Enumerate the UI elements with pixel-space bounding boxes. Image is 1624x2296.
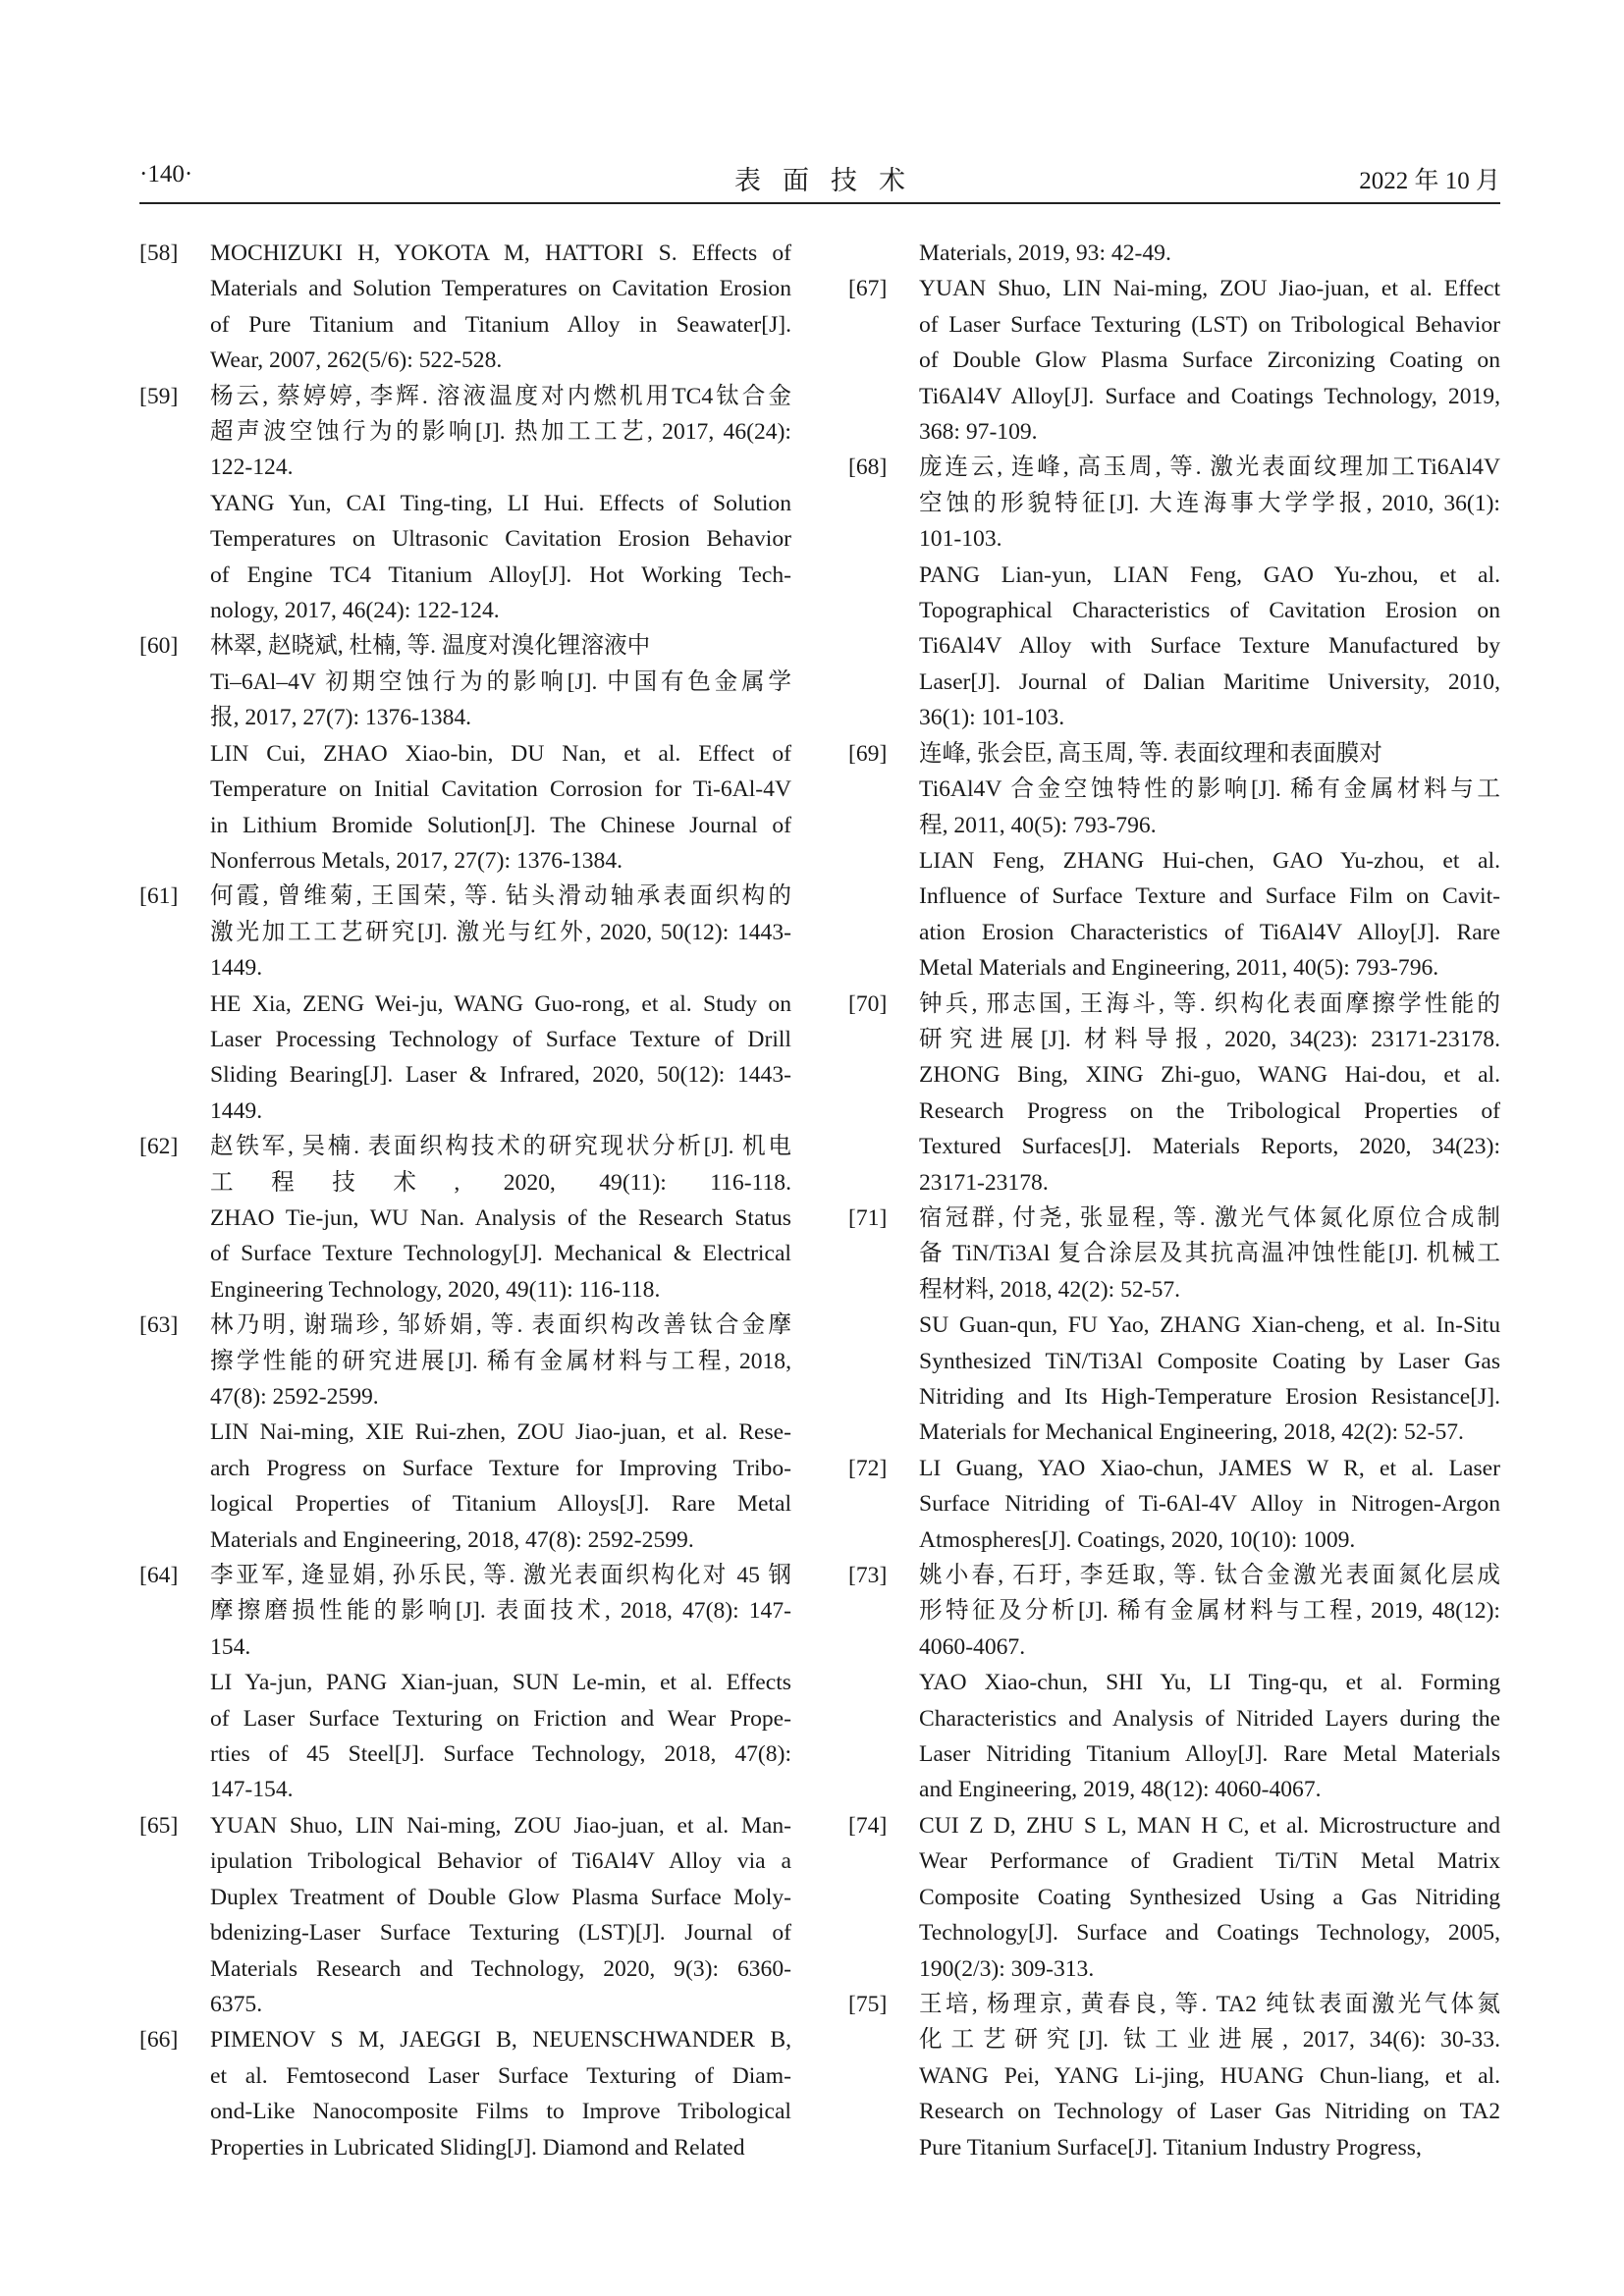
reference-line: 超声波空蚀行为的影响[J]. 热加工工艺, 2017, 46(24): [210,419,791,446]
reference-entry [139,1308,791,1558]
reference-line: WANG Pei, YANG Li-jing, HUANG Chun-liang, et al. [919,2062,1500,2089]
reference-number: [75] [848,1991,888,2017]
reference-line: Ti6Al4V Alloy[J]. Surface and Coatings Technology, 2019, [919,383,1500,409]
reference-line: Materials, 2019, 93: 42-49. [919,240,1171,266]
reference-line: 6375. [210,1991,263,2017]
reference-line: nology, 2017, 46(24): 122-124. [210,598,500,624]
reference-entry [848,450,1500,735]
reference-line: Topographical Characteristics of Cavitation Erosion on [919,598,1500,624]
reference-line: of Surface Texture Technology[J]. Mechanical & Electrical [210,1241,791,1267]
reference-line: MOCHIZUKI H, YOKOTA M, HATTORI S. Effects of [210,240,791,266]
reference-number: [69] [848,740,888,767]
reference-number: [72] [848,1455,888,1481]
reference-line: ation Erosion Characteristics of Ti6Al4V Alloy[J]. Rare [919,919,1500,945]
reference-line: YANG Yun, CAI Ting-ting, LI Hui. Effects of Solution [210,490,791,516]
reference-line: YUAN Shuo, LIN Nai-ming, ZOU Jiao-juan, et al. Man- [210,1812,791,1839]
reference-entry [139,236,791,379]
reference-line: and Engineering, 2019, 48(12): 4060-4067. [919,1777,1322,1803]
reference-line: 形特征及分析[J]. 稀有金属材料与工程, 2019, 48(12): [919,1598,1500,1625]
right-column [848,236,1500,2165]
reference-line: Properties in Lubricated Sliding[J]. Diamond and Related [210,2134,745,2161]
reference-line: of Laser Surface Texturing (LST) on Tribological Behavior [919,311,1500,338]
reference-line: Surface Nitriding of Ti-6Al-4V Alloy in Nitrogen-Argon [919,1491,1500,1518]
reference-line: 36(1): 101-103. [919,705,1065,731]
reference-line: 190(2/3): 309-313. [919,1955,1095,1982]
reference-number: [73] [848,1563,888,1589]
reference-line: of Engine TC4 Titanium Alloy[J]. Hot Working Tech- [210,561,791,588]
reference-line: 赵铁军, 吴楠. 表面织构技术的研究现状分析[J]. 机电 [210,1134,791,1160]
reference-line: 154. [210,1633,251,1660]
reference-number: [58] [139,240,179,266]
reference-number: [70] [848,990,888,1017]
reference-line: of Laser Surface Texturing on Friction and Wear Prope- [210,1705,791,1732]
reference-line: 研究进展[J]. 材料导报, 2020, 34(23): 23171-23178. [919,1026,1500,1052]
reference-line: Research on Technology of Laser Gas Nitriding on TA2 [919,2099,1500,2125]
reference-line: SU Guan-qun, FU Yao, ZHANG Xian-cheng, et al. In-Situ [919,1312,1500,1339]
reference-number: [64] [139,1563,179,1589]
reference-entry [139,1558,791,1808]
reference-line: 钟兵, 邢志国, 王海斗, 等. 织构化表面摩擦学性能的 [919,990,1500,1017]
reference-line: Nonferrous Metals, 2017, 27(7): 1376-1384. [210,847,623,874]
reference-line: 101-103. [919,526,1002,553]
header-rule [139,202,1500,204]
reference-line: 368: 97-109. [919,419,1038,446]
reference-line: logical Properties of Titanium Alloys[J]. Rare Metal [210,1491,791,1518]
reference-line: of Pure Titanium and Titanium Alloy in Seawater[J]. [210,311,791,338]
reference-line: Nitriding and Its High-Temperature Erosion Resistance[J]. [919,1384,1500,1410]
reference-line: 1449. [210,1097,263,1124]
reference-number: [71] [848,1204,888,1231]
reference-line: ond-Like Nanocomposite Films to Improve Tribological [210,2099,791,2125]
reference-line: Laser Processing Technology of Surface Texture of Drill [210,1026,791,1052]
reference-line: 连峰, 张会臣, 高玉周, 等. 表面纹理和表面膜对 [919,740,1382,767]
reference-line: 擦学性能的研究进展[J]. 稀有金属材料与工程, 2018, [210,1348,791,1374]
reference-line: Sliding Bearing[J]. Laser & Infrared, 2020, 50(12): 1443- [210,1062,791,1089]
reference-line: 4060-4067. [919,1633,1026,1660]
reference-line: Research Progress on the Tribological Properties of [919,1097,1500,1124]
left-column [139,236,791,2165]
reference-number: [63] [139,1312,179,1339]
reference-line: Materials for Mechanical Engineering, 2018, 42(2): 52-57. [919,1419,1464,1446]
reference-line: Ti6Al4V Alloy with Surface Texture Manufactured by [919,633,1500,660]
reference-line: Technology[J]. Surface and Coatings Technology, 2005, [919,1920,1500,1947]
reference-line: Atmospheres[J]. Coatings, 2020, 10(10): 1009. [919,1526,1356,1553]
reference-number: [66] [139,2027,179,2054]
reference-line: 何霞, 曾维菊, 王国荣, 等. 钻头滑动轴承表面织构的 [210,883,791,910]
reference-line: Characteristics and Analysis of Nitrided Layers during the [919,1705,1500,1732]
reference-number: [65] [139,1812,179,1839]
reference-line: 147-154. [210,1777,294,1803]
reference-number: [74] [848,1812,888,1839]
reference-line: Materials Research and Technology, 2020, 9(3): 6360- [210,1955,791,1982]
reference-line: Wear, 2007, 262(5/6): 522-528. [210,347,503,374]
reference-line: Laser Nitriding Titanium Alloy[J]. Rare Metal Materials [919,1741,1500,1768]
reference-line: 程, 2011, 40(5): 793-796. [919,812,1157,838]
reference-line: 林翠, 赵晓斌, 杜楠, 等. 温度对溴化锂溶液中 [210,633,651,660]
reference-entry [848,1558,1500,1808]
reference-line: Pure Titanium Surface[J]. Titanium Industry Progress, [919,2134,1422,2161]
reference-line: Duplex Treatment of Double Glow Plasma Surface Moly- [210,1884,791,1910]
reference-line: et al. Femtosecond Laser Surface Texturing of Diam- [210,2062,791,2089]
reference-line: Engineering Technology, 2020, 49(11): 116-118. [210,1276,661,1303]
reference-number: [68] [848,454,888,481]
reference-line: ipulation Tribological Behavior of Ti6Al4V Alloy via a [210,1848,791,1875]
reference-line: 庞连云, 连峰, 高玉周, 等. 激光表面纹理加工Ti6Al4V [919,454,1500,481]
reference-line: 1449. [210,955,263,982]
reference-entry [848,236,1500,271]
reference-number: [60] [139,633,179,660]
reference-line: Temperature on Initial Cavitation Corrosion for Ti-6Al-4V [210,776,791,803]
reference-entry [139,1129,791,1308]
reference-line: bdenizing-Laser Surface Texturing (LST)[J]. Journal of [210,1920,791,1947]
reference-entry [848,1451,1500,1558]
reference-line: Wear Performance of Gradient Ti/TiN Metal Matrix [919,1848,1500,1875]
reference-line: Laser[J]. Journal of Dalian Maritime University, 2010, [919,668,1500,695]
reference-line: LI Guang, YAO Xiao-chun, JAMES W R, et al. Laser [919,1455,1500,1481]
reference-line: 化工艺研究[J]. 钛工业进展, 2017, 34(6): 30-33. [919,2027,1500,2054]
reference-line: Textured Surfaces[J]. Materials Reports, 2020, 34(23): [919,1134,1500,1160]
reference-entry [848,1201,1500,1451]
reference-line: rties of 45 Steel[J]. Surface Technology, 2018, 47(8): [210,1741,791,1768]
reference-number: [59] [139,383,179,409]
reference-entry [848,1987,1500,2165]
reference-line: in Lithium Bromide Solution[J]. The Chinese Journal of [210,812,791,838]
reference-line: YUAN Shuo, LIN Nai-ming, ZOU Jiao-juan, et al. Effect [919,276,1500,302]
journal-title: 表面技术 [734,166,927,195]
reference-line: 宿冠群, 付尧, 张显程, 等. 激光气体氮化原位合成制 [919,1204,1500,1231]
reference-line: Composite Coating Synthesized Using a Gas Nitriding [919,1884,1500,1910]
reference-entry [139,879,791,1129]
reference-line: Synthesized TiN/Ti3Al Composite Coating by Laser Gas [919,1348,1500,1374]
reference-entry [848,1808,1500,1987]
reference-line: 摩擦磨损性能的影响[J]. 表面技术, 2018, 47(8): 147- [210,1598,791,1625]
reference-line: PIMENOV S M, JAEGGI B, NEUENSCHWANDER B, [210,2027,791,2054]
reference-line: 122-124. [210,454,294,481]
reference-entry [139,379,791,629]
reference-line: Influence of Surface Texture and Surface Film on Cavit- [919,883,1500,910]
reference-entry [848,271,1500,450]
reference-line: Temperatures on Ultrasonic Cavitation Erosion Behavior [210,526,791,553]
issue-date: 2022 年 10 月 [1359,168,1500,194]
reference-entry [139,1808,791,2022]
reference-line: Ti6Al4V 合金空蚀特性的影响[J]. 稀有金属材料与工 [919,776,1500,803]
reference-line: LIN Cui, ZHAO Xiao-bin, DU Nan, et al. Effect of [210,740,791,767]
reference-number: [61] [139,883,179,910]
reference-line: Materials and Solution Temperatures on Cavitation Erosion [210,276,791,302]
reference-line: 激光加工工艺研究[J]. 激光与红外, 2020, 50(12): 1443- [210,919,791,945]
reference-entry [139,2022,791,2165]
reference-line: CUI Z D, ZHU S L, MAN H C, et al. Microstructure and [919,1812,1500,1839]
page-number: ·140· [139,161,193,187]
reference-number: [67] [848,276,888,302]
reference-line: 程材料, 2018, 42(2): 52-57. [919,1276,1181,1303]
reference-line: 李亚军, 逄显娟, 孙乐民, 等. 激光表面织构化对 45 钢 [210,1563,791,1589]
reference-line: 备 TiN/Ti3Al 复合涂层及其抗高温冲蚀性能[J]. 机械工 [919,1241,1500,1267]
reference-line: 林乃明, 谢瑞珍, 邹娇娟, 等. 表面织构改善钛合金摩 [210,1312,791,1339]
reference-line: of Double Glow Plasma Surface Zirconizing Coating on [919,347,1500,374]
reference-line: 报, 2017, 27(7): 1376-1384. [210,705,472,731]
reference-line: YAO Xiao-chun, SHI Yu, LI Ting-qu, et al. Forming [919,1670,1500,1696]
reference-line: ZHONG Bing, XING Zhi-guo, WANG Hai-dou, et al. [919,1062,1500,1089]
reference-entry [848,736,1500,987]
reference-line: Ti–6Al–4V 初期空蚀行为的影响[J]. 中国有色金属学 [210,668,791,695]
reference-line: Metal Materials and Engineering, 2011, 40(5): 793-796. [919,955,1439,982]
reference-line: HE Xia, ZENG Wei-ju, WANG Guo-rong, et al. Study on [210,990,791,1017]
reference-line: LIAN Feng, ZHANG Hui-chen, GAO Yu-zhou, et al. [919,847,1500,874]
reference-line: 47(8): 2592-2599. [210,1384,379,1410]
reference-line: arch Progress on Surface Texture for Improving Tribo- [210,1455,791,1481]
reference-line: 杨云, 蔡婷婷, 李辉. 溶液温度对内燃机用TC4钛合金 [210,383,791,409]
reference-line: Materials and Engineering, 2018, 47(8): 2592-2599. [210,1526,694,1553]
reference-line: 王培, 杨理京, 黄春良, 等. TA2 纯钛表面激光气体氮 [919,1991,1500,2017]
reference-line: PANG Lian-yun, LIAN Feng, GAO Yu-zhou, et al. [919,561,1500,588]
page-header [139,157,1500,200]
reference-line: LIN Nai-ming, XIE Rui-zhen, ZOU Jiao-juan, et al. Rese- [210,1419,791,1446]
reference-number: [62] [139,1134,179,1160]
reference-line: 23171-23178. [919,1169,1049,1196]
reference-entry [848,987,1500,1201]
reference-line: LI Ya-jun, PANG Xian-juan, SUN Le-min, et al. Effects [210,1670,791,1696]
reference-line: 空蚀的形貌特征[J]. 大连海事大学学报, 2010, 36(1): [919,490,1500,516]
reference-entry [139,628,791,879]
reference-line: 工程技术, 2020, 49(11): 116-118. [210,1169,791,1196]
reference-line: ZHAO Tie-jun, WU Nan. Analysis of the Research Status [210,1204,791,1231]
reference-line: 姚小春, 石玗, 李廷取, 等. 钛合金激光表面氮化层成 [919,1563,1500,1589]
